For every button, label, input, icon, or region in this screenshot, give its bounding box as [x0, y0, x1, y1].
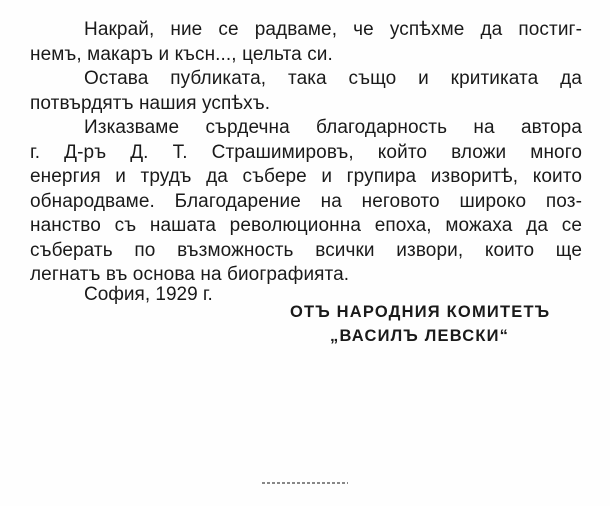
paragraph-3-line-7: легнатъ въ основа на биографията. [30, 264, 350, 285]
paragraph-3-line-5: нанство съ нашата революционна епоха, можаха да се [30, 215, 582, 236]
paragraph-1-line-1: Накрай, ние се радваме, че успѣхме да постиг- [84, 19, 582, 40]
signature-line-1: ОТЪ НАРОДНИЯ КОМИТЕТЪ [290, 303, 551, 321]
footer-mark [262, 482, 348, 484]
paragraph-3-line-6: съберать по възможность всички извори, които ще [30, 239, 582, 261]
paragraph-3-line-4: обнародваме. Благодарение на неговото широко поз- [30, 190, 582, 212]
paragraph-3 [30, 116, 582, 288]
paragraph-2-line-2: потвърдятъ нашия успѣхъ. [30, 92, 271, 114]
paragraph-3-line-3: енергия и трудъ да събере и групира изворитѣ, които [30, 166, 582, 187]
place-and-date: София, 1929 г. [84, 284, 213, 305]
signature-block [290, 300, 580, 348]
paragraph-1-line-2: немъ, макаръ и късн..., цельта си. [30, 43, 333, 65]
signature-line-2: „ВАСИЛЪ ЛЕВСКИ“ [330, 327, 510, 345]
paragraph-2-line-1: Остава публиката, така също и критиката да [84, 68, 582, 89]
paragraph-3-line-1: Изказваме сърдечна благодарность на автора [84, 117, 582, 138]
paragraph-1 [30, 18, 582, 67]
paragraph-3-line-2: г. Д-ръ Д. Т. Страшимировъ, който вложи много [30, 141, 582, 163]
paragraph-2 [30, 67, 582, 116]
